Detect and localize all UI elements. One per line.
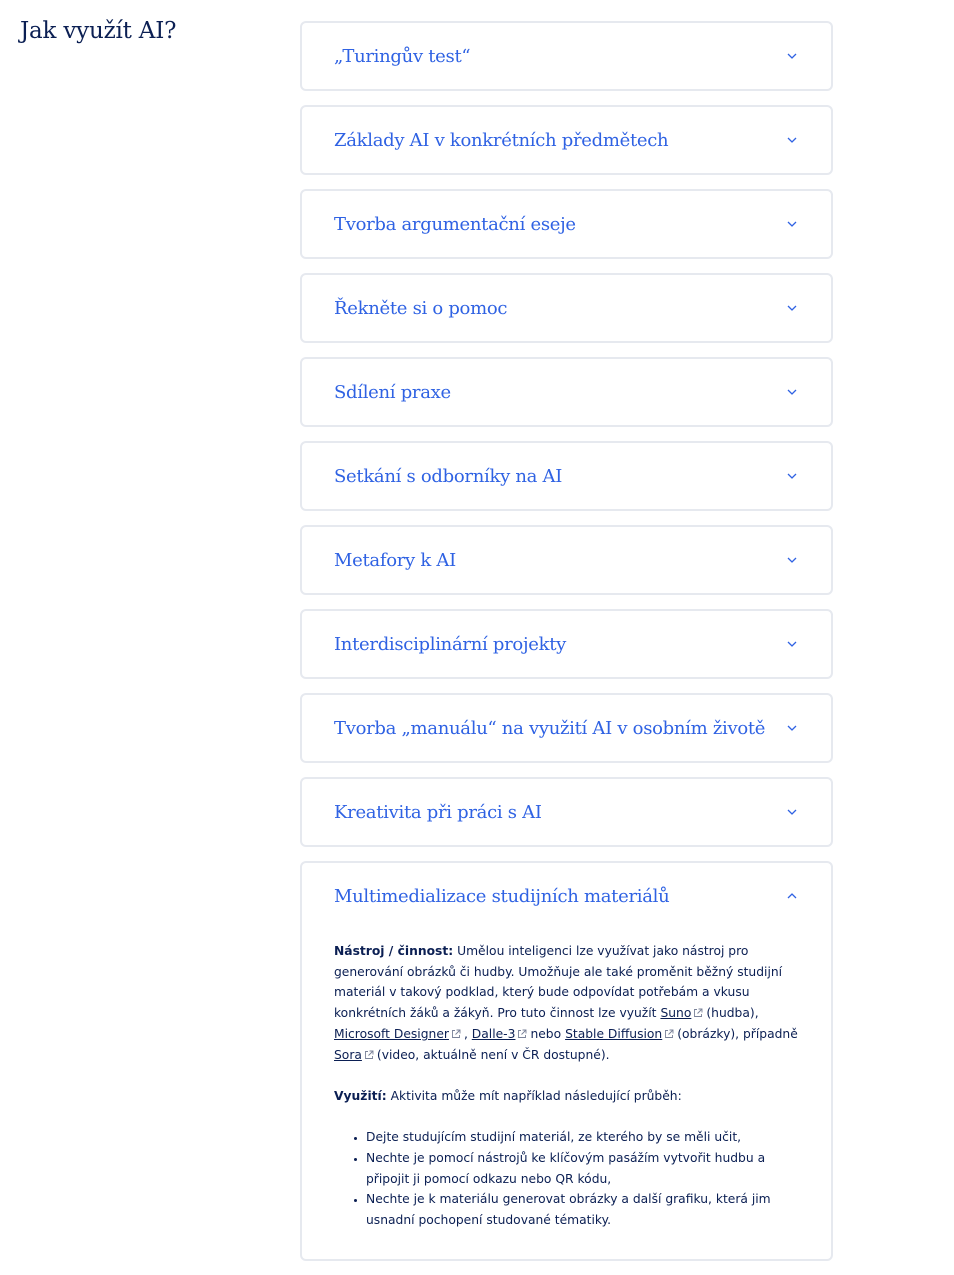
tool-paragraph: Nástroj / činnost: Umělou inteligenci lze využívat jako nástroj pro generování obrázků či hudby. Umožňuje ale také proměnit běžný studijní materiál v takový podklad, který bude odpovídat potřebám a vkusu konkrétních žáků a žákyň. Pro tuto činnost lze využít Suno (hudba), Microsoft Designer , Dalle-3 nebo Stable Diffusion (obrázky), případně Sora (video, aktuálně není v ČR dostupné). bbox=[334, 944, 798, 1062]
accordion-header-creativity[interactable] bbox=[302, 779, 831, 845]
accordion-header-sharing-practice[interactable] bbox=[302, 359, 831, 425]
sora-link[interactable]: Sora bbox=[334, 1047, 362, 1062]
chevron-down-icon bbox=[785, 637, 799, 651]
dalle-link[interactable]: Dalle-3 bbox=[471, 1026, 516, 1041]
accordion-header-metaphors[interactable] bbox=[302, 527, 831, 593]
video-text: (video, aktuálně není v ČR dostupné). bbox=[376, 1047, 610, 1062]
steps-list bbox=[334, 1127, 799, 1231]
accordion-item bbox=[300, 609, 833, 679]
chevron-down-icon bbox=[785, 49, 799, 63]
accordion-label: Kreativita při práci s AI bbox=[334, 801, 542, 823]
external-link-icon bbox=[664, 1029, 674, 1039]
accordion-item bbox=[300, 777, 833, 847]
or-text: nebo bbox=[530, 1026, 562, 1041]
tool-heading: Nástroj / činnost: bbox=[334, 944, 454, 958]
chevron-down-icon bbox=[785, 385, 799, 399]
chevron-down-icon bbox=[785, 133, 799, 147]
accordion-label: Multimedializace studijních materiálů bbox=[334, 885, 670, 907]
chevron-down-icon bbox=[785, 805, 799, 819]
tool-text: Umělou inteligenci lze využívat jako nástroj pro generování obrázků či hudby. Umožňuje ale také proměnit běžný studijní materiál v takový podklad, který bude odpovídat potřebám a vkusu konkrétních žáků a žákyň. Pro tuto činnost lze využít bbox=[334, 944, 783, 1021]
accordion-label: Metafory k AI bbox=[334, 549, 456, 571]
list-item: • Nechte je k materiálu generovat obrázky a další grafiku, která jim usnadní pochopení studované tématiky. bbox=[366, 1189, 799, 1230]
chevron-down-icon bbox=[785, 721, 799, 735]
accordion-header-turing-test[interactable] bbox=[302, 23, 831, 89]
accordion-item bbox=[300, 105, 833, 175]
list-item: • Dejte studujícím studijní materiál, ze kterého by se měli učit, bbox=[366, 1127, 799, 1148]
accordion-label: Tvorba „manuálu“ na využití AI v osobním životě bbox=[334, 717, 766, 739]
external-link-icon bbox=[364, 1050, 374, 1060]
accordion-header-ai-basics[interactable] bbox=[302, 107, 831, 173]
accordion-label: Sdílení praxe bbox=[334, 381, 451, 403]
accordion-label: Řekněte si o pomoc bbox=[334, 297, 508, 319]
suno-link[interactable]: Suno bbox=[660, 1006, 692, 1021]
microsoft-designer-link[interactable]: Microsoft Designer bbox=[334, 1026, 449, 1041]
accordion-label: Základy AI v konkrétních předmětech bbox=[334, 129, 669, 151]
accordion-header-interdisciplinary[interactable] bbox=[302, 611, 831, 677]
accordion-item bbox=[300, 189, 833, 259]
chevron-down-icon bbox=[785, 217, 799, 231]
list-item: • Nechte je pomocí nástrojů ke klíčovým pasážím vytvořit hudbu a připojit ji pomocí odkazu nebo QR kódu, bbox=[366, 1148, 799, 1189]
accordion-item bbox=[300, 525, 833, 595]
external-link-icon bbox=[517, 1029, 527, 1039]
chevron-up-icon bbox=[785, 889, 799, 903]
external-link-icon bbox=[693, 1008, 703, 1018]
chevron-down-icon bbox=[785, 301, 799, 315]
chevron-down-icon bbox=[785, 553, 799, 567]
accordion-item bbox=[300, 441, 833, 511]
accordion-header-multimedia[interactable] bbox=[302, 863, 831, 929]
accordion bbox=[300, 21, 833, 1275]
stable-diffusion-link[interactable]: Stable Diffusion bbox=[565, 1026, 663, 1041]
page-title: Jak využít AI? bbox=[20, 18, 177, 44]
accordion-header-essay[interactable] bbox=[302, 191, 831, 257]
accordion-item-open bbox=[300, 861, 833, 1261]
accordion-item bbox=[300, 21, 833, 91]
accordion-label: Setkání s odborníky na AI bbox=[334, 465, 563, 487]
accordion-header-experts-meeting[interactable] bbox=[302, 443, 831, 509]
accordion-label: „Turingův test“ bbox=[334, 45, 471, 67]
accordion-header-manual[interactable] bbox=[302, 695, 831, 761]
images-text: (obrázky), případně bbox=[677, 1026, 798, 1041]
accordion-header-ask-for-help[interactable] bbox=[302, 275, 831, 341]
chevron-down-icon bbox=[785, 469, 799, 483]
accordion-item bbox=[300, 273, 833, 343]
accordion-label: Interdisciplinární projekty bbox=[334, 633, 566, 655]
accordion-panel bbox=[302, 929, 831, 1231]
accordion-item bbox=[300, 693, 833, 763]
usage-paragraph bbox=[334, 1086, 799, 1107]
music-text: (hudba), bbox=[706, 1006, 759, 1021]
usage-heading: Využití: bbox=[334, 1088, 387, 1103]
accordion-label: Tvorba argumentační eseje bbox=[334, 213, 576, 235]
accordion-item bbox=[300, 357, 833, 427]
usage-text: Aktivita může mít například následující průběh: bbox=[390, 1088, 682, 1103]
external-link-icon bbox=[451, 1029, 461, 1039]
